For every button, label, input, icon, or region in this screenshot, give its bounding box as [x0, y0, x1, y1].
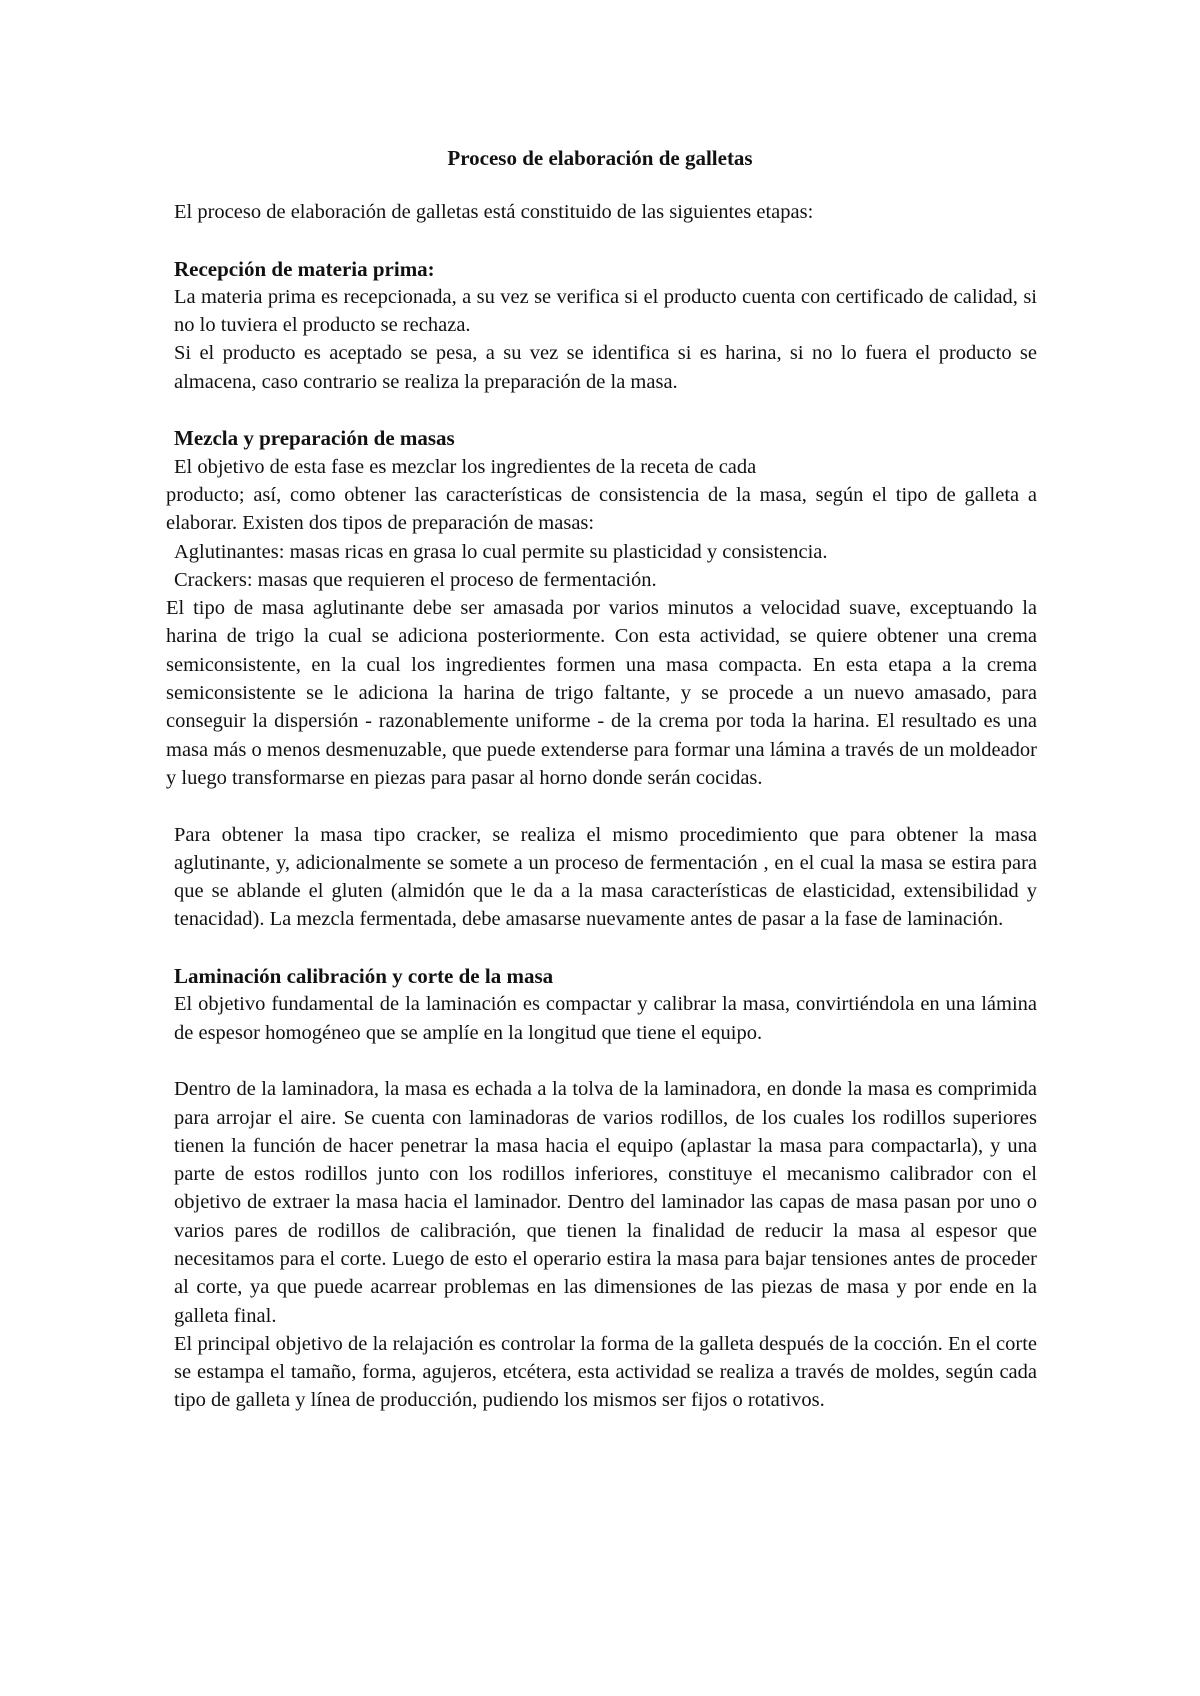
- document-body: [166, 198, 1037, 1415]
- intro-paragraph: El proceso de elaboración de galletas está constituido de las siguientes etapas:: [174, 201, 814, 223]
- section-heading-mezcla: Mezcla y preparación de masas: [174, 426, 455, 451]
- section-paragraph: Para obtener la masa tipo cracker, se realiza el mismo procedimiento que para obtener la masa aglutinante, y, adicionalmente se somete a un proceso de fermentación , en el cual la masa se estira para que se ablande el gluten (almidón que le da a la masa características de elasticidad, extensibilidad y tenacidad). La mezcla fermentada, debe amasarse nuevamente antes de pasar a la fase de laminación.: [174, 823, 1037, 931]
- section-paragraph: La materia prima es recepcionada, a su vez se verifica si el producto cuenta con certificado de calidad, si no lo tuviera el producto se rechaza.: [174, 285, 1037, 337]
- spacer: [174, 1047, 1037, 1075]
- spacer: [174, 396, 1037, 424]
- section-paragraph: Aglutinantes: masas ricas en grasa lo cual permite su plasticidad y consistencia.: [174, 540, 828, 563]
- document-title: Proceso de elaboración de galletas: [447, 146, 753, 170]
- section-paragraph: El objetivo de esta fase es mezclar los ingredientes de la receta de cada: [174, 455, 757, 478]
- spacer: [174, 792, 1037, 820]
- section-heading-recepcion: Recepción de materia prima:: [174, 256, 435, 281]
- section-heading-laminacion: Laminación calibración y corte de la masa: [174, 964, 554, 989]
- section-paragraph: Dentro de la laminadora, la masa es echada a la tolva de la laminadora, en donde la masa es comprimida para arrojar el aire. Se cuenta con laminadoras de varios rodillos, de los cuales los rodillos superiores tienen la función de hacer penetrar la masa hacia el equipo (aplastar la masa para compactarla), y una parte de estos rodillos junto con los rodillos inferiores, constituye el mecanismo calibrador con el objetivo de extraer la masa hacia el laminador. Dentro del laminador las capas de masa pasan por uno o varios pares de rodillos de calibración, que tienen la finalidad de reducir la masa al espesor que necesitamos para el corte. Luego de esto el operario estira la masa para bajar tensiones antes de proceder al corte, ya que puede acarrear problemas en las dimensiones de las piezas de masa y por ende en la galleta final.: [174, 1078, 1037, 1327]
- section-paragraph: El objetivo fundamental de la laminación es compactar y calibrar la masa, convirtiéndola en una lámina de espesor homogéneo que se amplíe en la longitud que tiene el equipo.: [174, 993, 1037, 1044]
- section-paragraph: producto; así, como obtener las características de consistencia de la masa, según el tipo de galleta a elaborar. Existen dos tipos de preparación de masas:: [166, 483, 1037, 535]
- section-paragraph: El principal objetivo de la relajación es controlar la forma de la galleta después de la cocción. En el corte se estampa el tamaño, forma, agujeros, etcétera, esta actividad se realiza a través de moldes, según cada tipo de galleta y línea de producción, pudiendo los mismos ser fijos o rotativos.: [174, 1332, 1037, 1412]
- spacer: [174, 226, 1037, 254]
- spacer: [174, 934, 1037, 962]
- section-paragraph: Crackers: masas que requieren el proceso de fermentación.: [174, 568, 657, 591]
- section-paragraph: Si el producto es aceptado se pesa, a su vez se identifica si es harina, si no lo fuera el producto se almacena, caso contrario se realiza la preparación de la masa.: [174, 342, 1037, 393]
- section-paragraph: El tipo de masa aglutinante debe ser amasada por varios minutos a velocidad suave, exceptuando la harina de trigo la cual se adiciona posteriormente. Con esta actividad, se quiere obtener una crema semiconsistente, en la cual los ingredientes formen una masa compacta. En esta etapa a la crema semiconsistente se le adiciona la harina de trigo faltante, y se procede a un nuevo amasado, para conseguir la dispersión - razonablemente uniforme - de la crema por toda la harina. El resultado es una masa más o menos desmenuzable, que puede extenderse para formar una lámina a través de un moldeador y luego transformarse en piezas para pasar al horno donde serán cocidas.: [166, 597, 1037, 789]
